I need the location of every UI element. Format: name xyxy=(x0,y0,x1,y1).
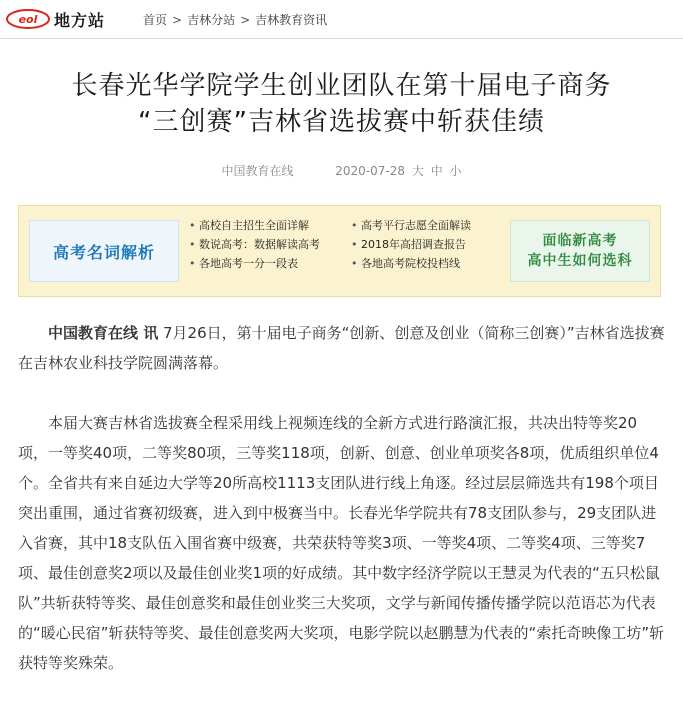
title-line-1: 长春光华学院学生创业团队在第十届电子商务 xyxy=(71,71,612,101)
font-size-large[interactable]: 大 xyxy=(411,164,424,178)
ad-banner xyxy=(18,205,661,297)
logo-text: 地方站 xyxy=(54,10,106,30)
ad-link[interactable]: • 高考平行志愿全面解读 xyxy=(351,219,503,233)
title-line-2: “三创赛”吉林省选拔赛中斩获佳绩 xyxy=(138,107,545,137)
paragraph-gap xyxy=(18,378,665,408)
svg-text:eol: eol xyxy=(18,13,38,26)
site-logo[interactable] xyxy=(6,6,105,32)
article-source: 中国教育在线 xyxy=(221,164,294,178)
page-title xyxy=(0,68,683,140)
article-meta xyxy=(0,162,683,179)
article-paragraph: 本届大赛吉林省选拔赛全程采用线上视频连线的全新方式进行路演汇报，共决出特等奖20项，一等奖40项，二等奖80项，三等奖118项，创新、创意、创业单项奖各8项，优质组织单位4个。全省共有来自延边大学等20所高校1113支团队进行线上角逐。经过层层筛选共有198个项目突出重围，通过省赛初级赛，进入到中极赛当中。长春光华学院共有78支团队参与，29支团队进入省赛，其中18支队伍入围省赛中级赛，共荣获特等奖3项、一等奖4项、二等奖4项、三等奖7项、最佳创意奖2项以及最佳创业奖1项的好成绩。其中数字经济学院以王慧灵为代表的“五只松鼠队”共斩获特等奖、最佳创意奖和最佳创业奖三大奖项，文学与新闻传播传播学院以范语芯为代表的“暖心民宿”斩获特等奖、最佳创意奖两大奖项，电影学院以赵鹏慧为代表的“索托奇映像工坊”斩获特等奖殊荣。 xyxy=(18,414,665,672)
ad-link-list xyxy=(189,219,509,271)
breadcrumb-separator: > xyxy=(240,13,251,27)
lead-source: 中国教育在线 讯 xyxy=(48,324,159,342)
ad-left-banner[interactable] xyxy=(29,220,179,282)
eol-logo-icon xyxy=(6,8,50,30)
article-body xyxy=(18,318,665,678)
article-date: 2020-07-28 xyxy=(335,164,406,178)
breadcrumb-jilin-news[interactable]: 吉林教育资讯 xyxy=(255,13,328,27)
ad-right-line-2: 高中生如何选科 xyxy=(527,253,633,269)
breadcrumb-home[interactable]: 首页 xyxy=(143,13,168,27)
ad-link[interactable]: • 2018年高招调查报告 xyxy=(351,238,503,252)
top-bar xyxy=(0,0,683,39)
ad-right-line-1: 面临新高考 xyxy=(542,233,618,249)
ad-link[interactable]: • 各地高考一分一段表 xyxy=(189,257,341,271)
breadcrumb xyxy=(143,11,327,28)
ad-link[interactable]: • 高校自主招生全面详解 xyxy=(189,219,341,233)
paragraph-text: 7月26日，第十届电子商务“创新、创意及创业（简称三创赛）”吉林省选拔赛在吉林农业科技学院圆满落幕。 xyxy=(18,324,665,372)
ad-left-title: 高考名词解析 xyxy=(52,242,155,262)
ad-link[interactable]: • 数说高考：数据解读高考 xyxy=(189,238,341,252)
ad-right-banner[interactable] xyxy=(510,220,650,282)
ad-link[interactable]: • 各地高考院校投档线 xyxy=(351,257,503,271)
font-size-small[interactable]: 小 xyxy=(449,164,462,178)
breadcrumb-separator: > xyxy=(172,13,183,27)
font-size-medium[interactable]: 中 xyxy=(430,164,443,178)
article-paragraph xyxy=(18,318,665,378)
breadcrumb-jilin-station[interactable]: 吉林分站 xyxy=(187,13,236,27)
